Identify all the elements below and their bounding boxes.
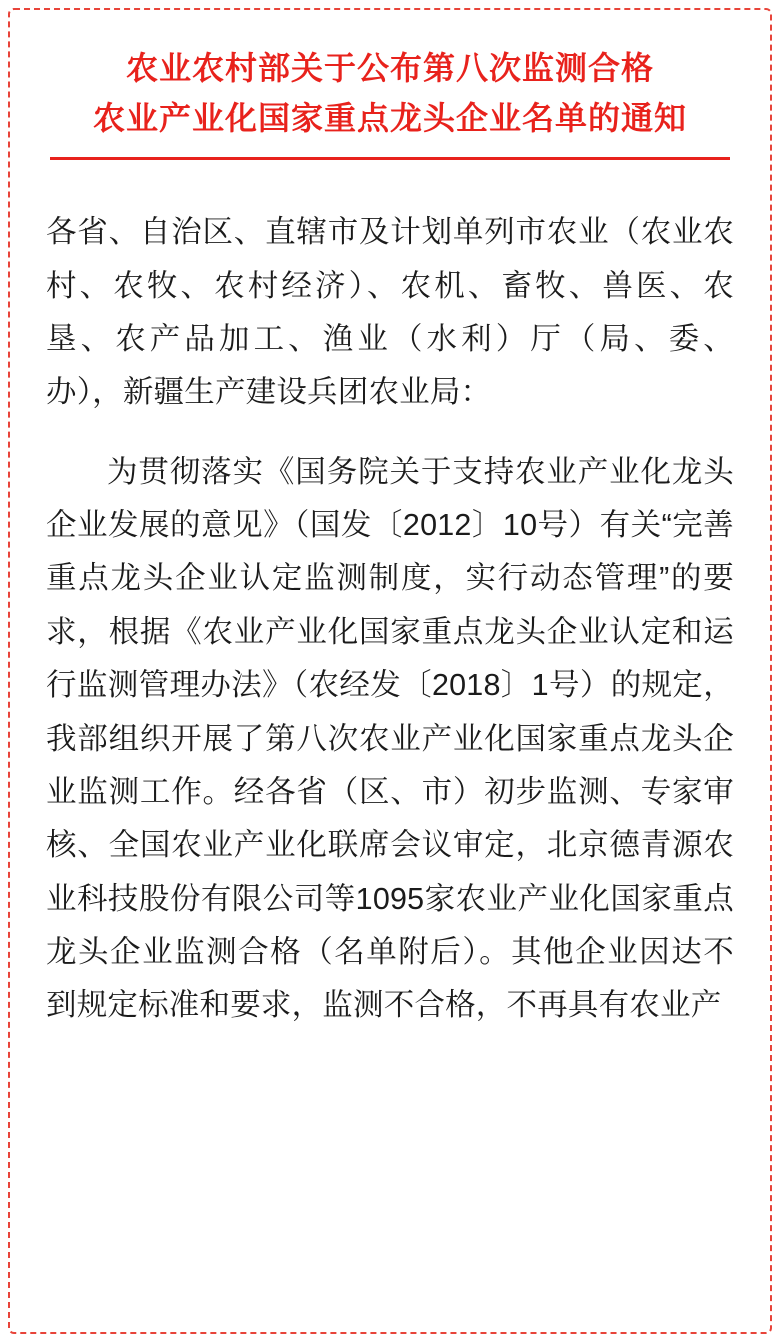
document-frame — [8, 8, 772, 1334]
title-divider — [50, 157, 730, 160]
document-title-line-1: 农业农村部关于公布第八次监测合格 — [125, 50, 654, 86]
paragraph-addressee: 各省、自治区、直辖市及计划单列市农业（农业农村、农牧、农村经济）、农机、畜牧、兽医、农垦、农产品加工、渔业（水利）厅（局、委、办），新疆生产建设兵团农业局： — [46, 215, 734, 410]
document-title-line-2: 农业产业化国家重点龙头企业名单的通知 — [92, 99, 687, 136]
document-title-block — [24, 10, 756, 180]
paragraph-main-body: 为贯彻落实《国务院关于支持农业产业化龙头企业发展的意见》（国发〔2012〕10号）有关“完善重点龙头企业认定监测制度，实行动态管理”的要求，根据《农业产业化国家重点龙头企业认定和运行监测管理办法》（农经发〔2018〕1号）的规定，我部组织开展了第八次农业产业化国家重点龙头企业监测工作。经各省（区、市）初步监测、专家审核、全国农业产业化联席会议审定，北京德青源农业科技股份有限公司等1095家农业产业化国家重点龙头企业监测合格（名单附后）。其他企业因达不到规定标准和要求，监测不合格，不再具有农业产 — [46, 454, 734, 1023]
document-inner — [24, 10, 756, 1332]
document-body — [24, 180, 756, 1033]
